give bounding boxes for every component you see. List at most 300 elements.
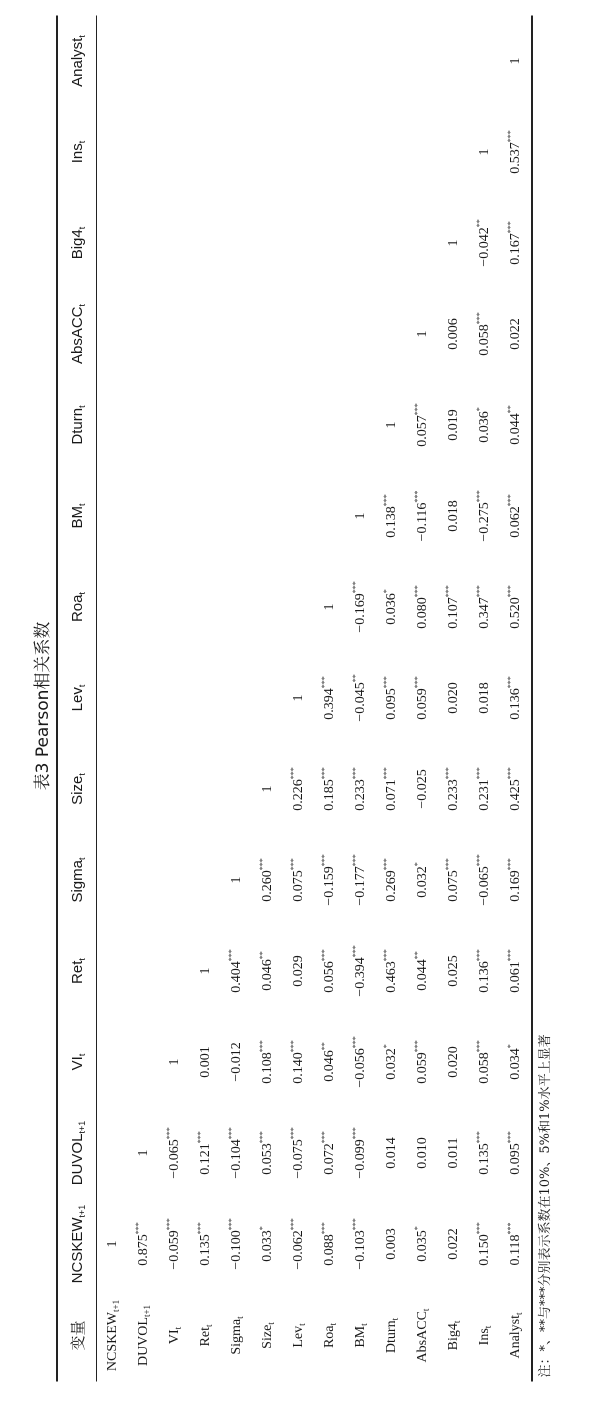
column-header: [57, 925, 97, 1016]
row-label-subscript: t: [358, 1322, 369, 1326]
column-header-name: Roa: [68, 594, 86, 622]
table-cell: [97, 1198, 129, 1289]
cell-value: 0.260: [259, 869, 275, 902]
column-header-subscript: t: [76, 140, 87, 143]
table-cell: [407, 743, 438, 834]
table-cell: [407, 15, 438, 106]
table-cell: [190, 1107, 221, 1198]
table-cell: [128, 1107, 159, 1198]
significance-marker: ***: [164, 1126, 174, 1139]
row-label-name: Lev: [290, 1325, 306, 1348]
table-row: [438, 15, 469, 1381]
column-header-name: Ret: [68, 960, 86, 984]
cell-value: 0.095: [507, 1142, 523, 1175]
table-cell: [97, 834, 129, 925]
significance-marker: ***: [257, 857, 267, 870]
table-cell: [159, 743, 190, 834]
cell-value: −0.103: [352, 1229, 368, 1270]
row-label-subscript: t: [513, 1311, 524, 1315]
cell-value: 0.107: [445, 596, 461, 629]
significance-marker: ***: [505, 584, 515, 597]
significance-marker: *: [412, 861, 422, 866]
cell-value: 0.167: [507, 232, 523, 265]
column-header-name: 变量: [68, 1320, 87, 1351]
table-cell: [469, 15, 500, 106]
significance-marker: ***: [381, 857, 391, 870]
column-header-name: VI: [68, 1055, 86, 1070]
row-label-subscript: t+1: [110, 1299, 121, 1312]
row-label: [314, 1289, 345, 1381]
significance-marker: ***: [412, 490, 422, 503]
table-cell: [438, 197, 469, 288]
cell-value: 0.140: [290, 1051, 306, 1084]
table-cell: [97, 15, 129, 106]
cell-value: 0.058: [476, 323, 492, 356]
column-header-name: Big4: [68, 228, 86, 259]
cell-value: 0.404: [228, 960, 244, 993]
table-cell: [221, 106, 252, 197]
table-cell: [190, 288, 221, 379]
cell-value: 0.034: [507, 1047, 523, 1080]
table-cell: [376, 288, 407, 379]
table-cell: [345, 106, 376, 197]
table-cell: [128, 379, 159, 470]
column-header: [57, 1198, 97, 1289]
column-header-subscript: t+1: [76, 1204, 87, 1217]
row-label-subscript: t: [389, 1317, 400, 1320]
table-cell: [283, 1016, 314, 1107]
table-cell: [469, 1107, 500, 1198]
cell-value: −0.100: [228, 1229, 244, 1270]
column-header-name: BM: [68, 505, 86, 529]
significance-marker: ***: [288, 766, 298, 779]
row-label-name: BM: [352, 1325, 368, 1348]
column-header-subscript: t: [76, 957, 87, 961]
table-cell: [159, 470, 190, 561]
cell-value: 1: [352, 512, 368, 519]
cell-value: 0.044: [414, 958, 430, 991]
table-cell: [314, 561, 345, 652]
table-cell: [438, 561, 469, 652]
table-cell: [376, 15, 407, 106]
table-cell: [97, 379, 129, 470]
table-cell: [283, 470, 314, 561]
row-label-name: AbsACC: [414, 1310, 430, 1362]
cell-value: 0.075: [290, 869, 306, 902]
table-cell: [376, 1198, 407, 1289]
table-cell: [376, 379, 407, 470]
significance-marker: ***: [319, 766, 329, 779]
table-cell: [283, 106, 314, 197]
column-header-subscript: t: [76, 591, 87, 594]
table-cell: [438, 1107, 469, 1198]
table-cell: [345, 834, 376, 925]
table-cell: [345, 197, 376, 288]
table-cell: [345, 288, 376, 379]
row-label-subscript: t: [234, 1315, 245, 1319]
significance-marker: ***: [257, 1039, 267, 1052]
significance-marker: ***: [474, 766, 484, 779]
significance-marker: ***: [195, 1130, 205, 1143]
row-label-subscript: t: [296, 1322, 307, 1326]
row-label: [221, 1289, 252, 1381]
cell-value: −0.104: [228, 1138, 244, 1179]
table-cell: [128, 1016, 159, 1107]
cell-value: −0.025: [414, 768, 430, 809]
row-label-name: Analyst: [507, 1314, 523, 1359]
significance-marker: ***: [412, 1039, 422, 1052]
significance-marker: ***: [412, 584, 422, 597]
table-cell: [221, 834, 252, 925]
table-cell: [500, 743, 532, 834]
row-label-name: DUVOL: [135, 1316, 151, 1366]
cell-value: 0.010: [414, 1136, 430, 1169]
row-label-name: Roa: [321, 1324, 337, 1348]
significance-marker: ***: [505, 1130, 515, 1143]
table-cell: [345, 652, 376, 743]
table-cell: [314, 925, 345, 1016]
table-cell: [159, 652, 190, 743]
cell-value: 0.061: [507, 960, 523, 993]
significance-marker: ***: [226, 1217, 236, 1230]
cell-value: 0.011: [445, 1137, 461, 1168]
column-header: [57, 15, 97, 106]
table-cell: [314, 197, 345, 288]
cell-value: 1: [414, 330, 430, 337]
significance-marker: ***: [474, 1221, 484, 1234]
cell-value: 1: [507, 57, 523, 64]
table-note: 注：*、**与***分别表示系数在10%、5%和1%水平上显著: [538, 1033, 553, 1377]
table-cell: [128, 1198, 159, 1289]
table-cell: [500, 379, 532, 470]
column-header: [57, 379, 97, 470]
table-cell: [97, 1016, 129, 1107]
table-cell: [190, 834, 221, 925]
table-cell: [190, 561, 221, 652]
column-header-subscript: t: [76, 226, 87, 229]
column-header-subscript: t: [76, 303, 87, 306]
table-cell: [283, 652, 314, 743]
cell-value: 0.044: [507, 412, 523, 445]
cell-value: 0.088: [321, 1233, 337, 1266]
table-cell: [314, 106, 345, 197]
cell-value: −0.177: [352, 865, 368, 906]
table-cell: [252, 561, 283, 652]
column-header-subscript: t: [76, 1053, 87, 1056]
row-label-subscript: t: [451, 1320, 462, 1323]
row-label-name: Dturn: [383, 1319, 399, 1353]
column-header: [57, 561, 97, 652]
cell-value: 0.136: [507, 687, 523, 720]
table-cell: [97, 1107, 129, 1198]
cell-value: 0.018: [445, 499, 461, 532]
row-label-subscript: t: [327, 1322, 338, 1325]
table-cell: [376, 652, 407, 743]
table-cell: [376, 197, 407, 288]
table-cell: [469, 379, 500, 470]
significance-marker: ***: [474, 948, 484, 961]
table-cell: [500, 470, 532, 561]
significance-marker: ***: [288, 1217, 298, 1230]
cell-value: 0.059: [414, 1051, 430, 1084]
table-cell: [252, 470, 283, 561]
table-cell: [500, 652, 532, 743]
table-cell: [159, 106, 190, 197]
cell-value: 0.053: [259, 1142, 275, 1175]
table-cell: [283, 834, 314, 925]
significance-marker: **: [474, 218, 484, 227]
row-label-subscript: t: [420, 1308, 431, 1311]
table-cell: [252, 197, 283, 288]
table-row: [221, 15, 252, 1381]
row-label: [252, 1289, 283, 1381]
table-cell: [221, 1016, 252, 1107]
table-cell: [314, 652, 345, 743]
significance-marker: ***: [505, 766, 515, 779]
cell-value: 0.006: [445, 317, 461, 350]
cell-value: 0.226: [290, 778, 306, 811]
row-label: [159, 1289, 190, 1381]
significance-marker: ***: [133, 1221, 143, 1234]
table-row: [376, 15, 407, 1381]
table-cell: [252, 379, 283, 470]
cell-value: 0.032: [414, 865, 430, 898]
significance-marker: ***: [350, 580, 360, 593]
table-cell: [407, 1016, 438, 1107]
cell-value: 1: [166, 1058, 182, 1065]
table-cell: [252, 106, 283, 197]
cell-value: 0.032: [383, 1047, 399, 1080]
table-cell: [252, 15, 283, 106]
table-cell: [376, 1107, 407, 1198]
table-row: [407, 15, 438, 1381]
column-header: [57, 197, 97, 288]
row-label: [190, 1289, 221, 1381]
significance-marker: ***: [288, 1039, 298, 1052]
significance-marker: ***: [350, 766, 360, 779]
table-cell: [469, 1016, 500, 1107]
significance-marker: ***: [474, 853, 484, 866]
table-cell: [438, 106, 469, 197]
significance-marker: ***: [505, 1222, 515, 1235]
column-header-subscript: t: [76, 404, 87, 408]
table-cell: [221, 15, 252, 106]
table-cell: [159, 15, 190, 106]
cell-value: 0.233: [352, 778, 368, 811]
table-cell: [97, 288, 129, 379]
table-cell: [500, 197, 532, 288]
table-cell: [252, 288, 283, 379]
significance-marker: **: [412, 950, 422, 959]
cell-value: 1: [383, 421, 399, 428]
cell-value: 0.019: [445, 408, 461, 441]
cell-value: 0.394: [321, 687, 337, 720]
cell-value: 0.046: [321, 1049, 337, 1082]
table-cell: [345, 15, 376, 106]
table-cell: [376, 925, 407, 1016]
table-cell: [190, 925, 221, 1016]
column-header-subscript: t: [76, 684, 87, 687]
significance-marker: ***: [381, 766, 391, 779]
row-label-subscript: t: [203, 1324, 214, 1327]
row-label: [500, 1289, 532, 1381]
table-cell: [407, 106, 438, 197]
significance-marker: ***: [350, 1217, 360, 1230]
table-cell: [407, 1198, 438, 1289]
table-cell: [500, 1107, 532, 1198]
cell-value: 0.057: [414, 414, 430, 447]
cell-value: −0.394: [352, 956, 368, 997]
table-cell: [128, 197, 159, 288]
table-cell: [314, 15, 345, 106]
significance-marker: ***: [412, 675, 422, 688]
significance-marker: *: [474, 406, 484, 411]
cell-value: −0.099: [352, 1138, 368, 1179]
significance-marker: ***: [443, 766, 453, 779]
table-cell: [345, 470, 376, 561]
cell-value: 0.425: [507, 778, 523, 811]
table-cell: [252, 834, 283, 925]
table-cell: [159, 197, 190, 288]
table-cell: [283, 288, 314, 379]
table-cell: [221, 1198, 252, 1289]
cell-value: −0.062: [290, 1229, 306, 1270]
significance-marker: ***: [381, 948, 391, 961]
cell-value: 0.233: [445, 778, 461, 811]
table-cell: [407, 925, 438, 1016]
significance-marker: ***: [474, 311, 484, 324]
cell-value: 1: [476, 148, 492, 155]
table-cell: [407, 834, 438, 925]
significance-marker: ***: [288, 1126, 298, 1139]
table-cell: [252, 925, 283, 1016]
cell-value: 0.121: [197, 1142, 213, 1175]
row-label: [97, 1289, 129, 1381]
significance-marker: ***: [319, 1221, 329, 1234]
row-label: [438, 1289, 469, 1381]
significance-marker: ***: [381, 675, 391, 688]
significance-marker: ***: [319, 853, 329, 866]
table-cell: [469, 743, 500, 834]
table-cell: [438, 834, 469, 925]
table-row: [190, 15, 221, 1381]
significance-marker: *: [257, 1225, 267, 1230]
table-cell: [221, 1107, 252, 1198]
row-label-name: Big4: [445, 1322, 461, 1350]
table-cell: [97, 106, 129, 197]
table-cell: [314, 379, 345, 470]
significance-marker: ***: [350, 1126, 360, 1139]
table-cell: [469, 197, 500, 288]
column-header: [57, 106, 97, 197]
table-cell: [97, 197, 129, 288]
table-cell: [221, 652, 252, 743]
table-cell: [283, 1107, 314, 1198]
cell-value: 0.080: [414, 596, 430, 629]
cell-value: 0.875: [135, 1233, 151, 1266]
table-cell: [97, 925, 129, 1016]
table-cell: [128, 470, 159, 561]
significance-marker: ***: [226, 1126, 236, 1139]
cell-value: 1: [321, 603, 337, 610]
table-cell: [438, 470, 469, 561]
significance-marker: ***: [350, 944, 360, 957]
table-cell: [128, 288, 159, 379]
significance-marker: *: [505, 1043, 515, 1048]
table-cell: [159, 1107, 190, 1198]
table-cell: [221, 379, 252, 470]
table-cell: [500, 1016, 532, 1107]
significance-marker: ***: [443, 584, 453, 597]
table-row: [469, 15, 500, 1381]
cell-value: 0.020: [445, 1045, 461, 1078]
table-cell: [190, 470, 221, 561]
row-label-name: Size: [259, 1324, 275, 1349]
cell-value: 1: [197, 967, 213, 974]
table-cell: [159, 1016, 190, 1107]
table-cell: [438, 925, 469, 1016]
cell-value: −0.075: [290, 1138, 306, 1179]
row-label-subscript: t+1: [141, 1304, 152, 1317]
significance-marker: ***: [474, 584, 484, 597]
column-header-subscript: t: [76, 772, 87, 776]
column-header: [57, 652, 97, 743]
table-cell: [500, 834, 532, 925]
significance-marker: ***: [226, 948, 236, 961]
cell-value: 0.022: [445, 1227, 461, 1260]
table-cell: [438, 288, 469, 379]
table-cell: [97, 561, 129, 652]
column-header-name: NCSKEW: [68, 1216, 86, 1283]
table-cell: [128, 834, 159, 925]
table-cell: [283, 1198, 314, 1289]
column-header: [57, 470, 97, 561]
cell-value: 0.347: [476, 596, 492, 629]
row-label-subscript: t: [482, 1325, 493, 1328]
table-cell: [438, 743, 469, 834]
table-cell: [376, 470, 407, 561]
column-header: [57, 1016, 97, 1107]
cell-value: 0.059: [414, 687, 430, 720]
table-cell: [128, 15, 159, 106]
table-cell: [190, 743, 221, 834]
table-cell: [283, 743, 314, 834]
column-header-name: Dturn: [68, 407, 86, 445]
table-cell: [345, 925, 376, 1016]
table-row: [500, 15, 532, 1381]
table-cell: [407, 197, 438, 288]
column-header-subscript: t: [76, 856, 87, 860]
table-cell: [500, 106, 532, 197]
table-cell: [97, 652, 129, 743]
row-label-name: Sigma: [228, 1318, 244, 1355]
cell-value: −0.059: [166, 1229, 182, 1270]
cell-value: 0.269: [383, 869, 399, 902]
row-label: [469, 1289, 500, 1381]
significance-marker: ***: [505, 220, 515, 233]
cell-value: 0.035: [414, 1229, 430, 1262]
table-cell: [159, 834, 190, 925]
table-cell: [438, 15, 469, 106]
table-cell: [252, 1107, 283, 1198]
significance-marker: ***: [443, 857, 453, 870]
rotated-table-page: [20, 30, 580, 1381]
row-label-subscript: t: [265, 1321, 276, 1325]
table-cell: [128, 561, 159, 652]
cell-value: −0.042: [476, 226, 492, 267]
table-cell: [252, 652, 283, 743]
table-cell: [190, 197, 221, 288]
